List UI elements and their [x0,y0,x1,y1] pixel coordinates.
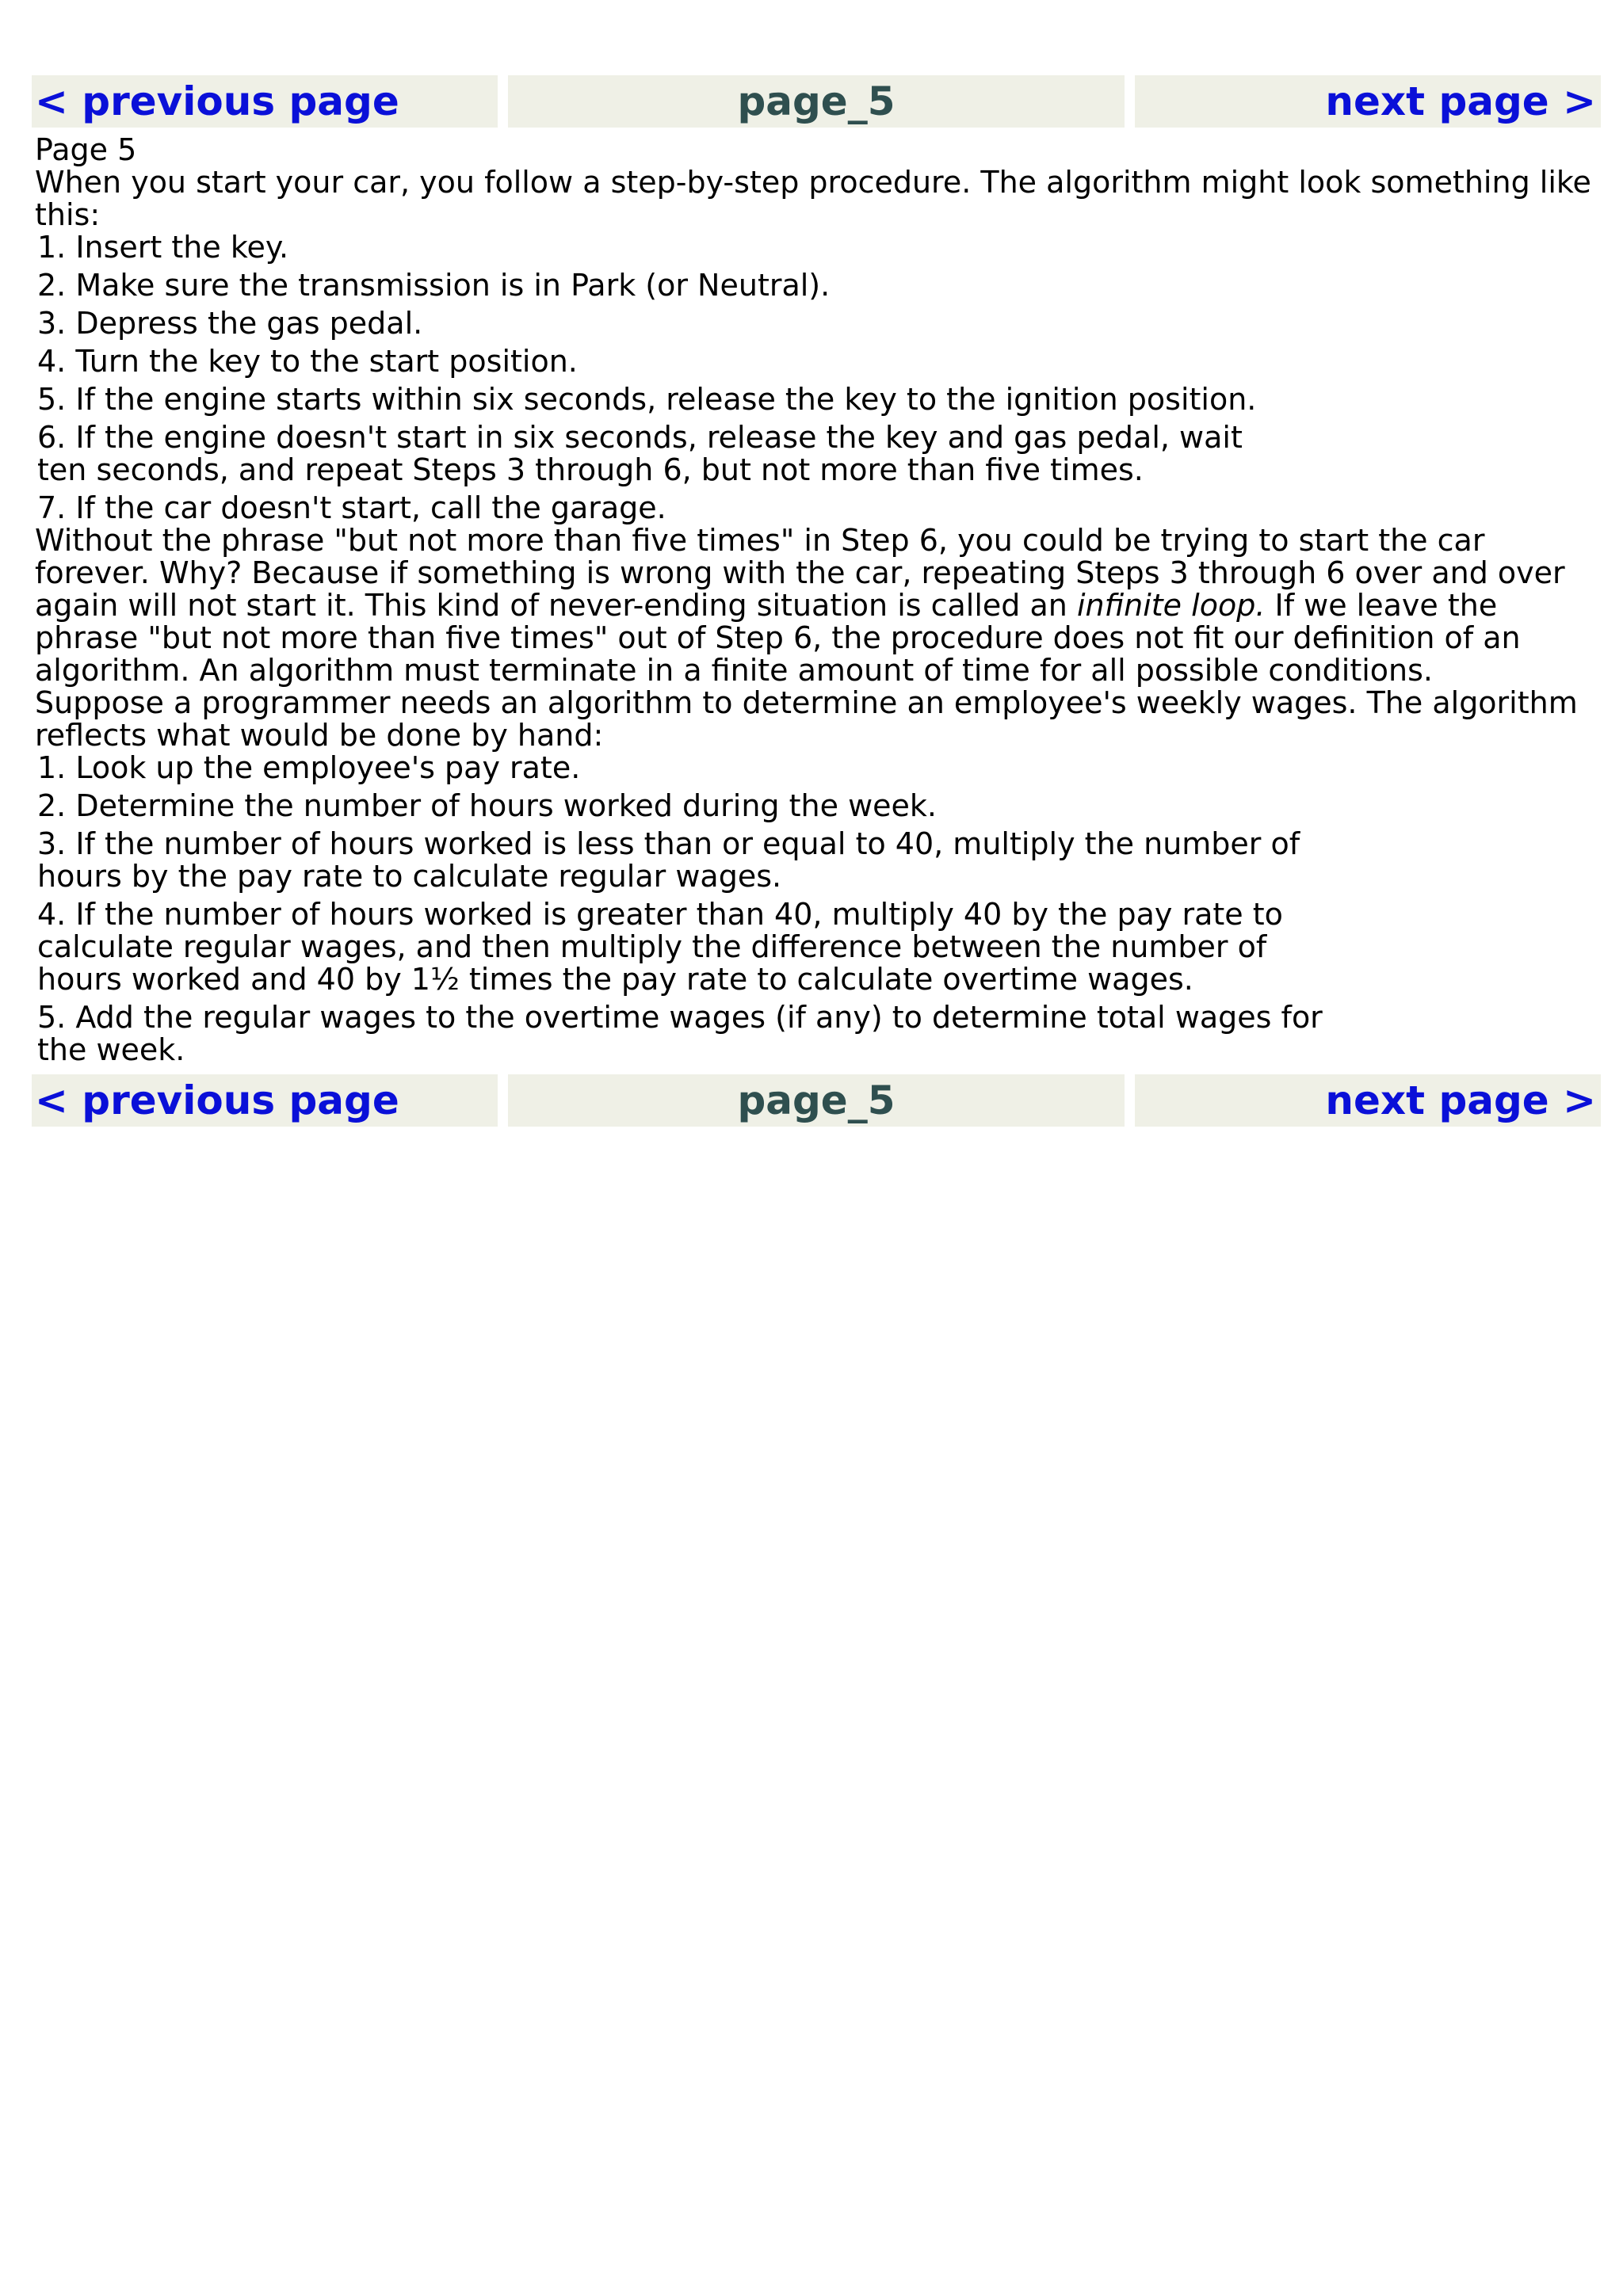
list-item: 2. Make sure the transmission is in Park (or Neutral). [37,268,831,303]
previous-page-link[interactable]: < previous page [32,75,498,128]
list-item: 3. Depress the gas pedal. [37,306,423,341]
page-content [32,134,1601,1066]
previous-page-link[interactable]: < previous page [32,1074,498,1127]
list-item: 5. If the engine starts within six seconds, release the key to the ignition position. [37,382,1257,417]
next-page-link[interactable]: next page > [1135,75,1601,128]
page-label: page_5 [508,1074,1125,1127]
list-item: 5. Add the regular wages to the overtime wages (if any) to determine total wages for the week. [37,1000,1323,1067]
loop-text-after: If we leave the phrase "but not more than five times" out of Step 6, the procedure does not fit our definition of an algorithm. An algorithm must terminate in a finite amount of time for all possible conditions. [35,588,1521,688]
list-item: 1. Look up the employee's pay rate. [37,750,581,785]
list-item: 3. If the number of hours worked is less than or equal to 40, multiply the number of hours by the pay rate to calculate regular wages. [37,826,1300,894]
list-item: 6. If the engine doesn't start in six seconds, release the key and gas pedal, wait ten seconds, and repeat Steps 3 through 6, but not more than five times. [37,420,1243,487]
list-item: 4. Turn the key to the start position. [37,344,578,379]
list-item: 7. If the car doesn't start, call the garage. [37,490,666,525]
list-item: 1. Insert the key. [37,230,289,265]
bottom-navigation [32,1074,1601,1127]
intro-paragraph: When you start your car, you follow a step-by-step procedure. The algorithm might look something like this: [35,165,1591,232]
wages-intro-paragraph: Suppose a programmer needs an algorithm to determine an employee's weekly wages. The algorithm reflects what would be done by hand: [35,685,1578,753]
top-navigation [32,75,1601,128]
infinite-loop-paragraph [35,524,1601,687]
car-start-steps [35,231,1281,524]
list-item: 4. If the number of hours worked is greater than 40, multiply 40 by the pay rate to calculate regular wages, and then multiply the difference between the number of hours worked and 40 by 1½ times the pay rate to calculate overtime wages. [37,897,1283,997]
wage-steps [35,752,1337,1066]
next-page-link[interactable]: next page > [1135,1074,1601,1127]
loop-text-before: Without the phrase "but not more than five times" in Step 6, you could be trying to start the car forever. Why? Because if something is wrong with the car, repeating Steps 3 through 6 over and over again will not start it. This kind of never-ending situation is called an [35,523,1565,623]
document-page [32,75,1601,1127]
page-heading: Page 5 [35,132,137,167]
infinite-loop-term: infinite loop. [1076,588,1266,623]
list-item: 2. Determine the number of hours worked during the week. [37,788,937,823]
page-label: page_5 [508,75,1125,128]
